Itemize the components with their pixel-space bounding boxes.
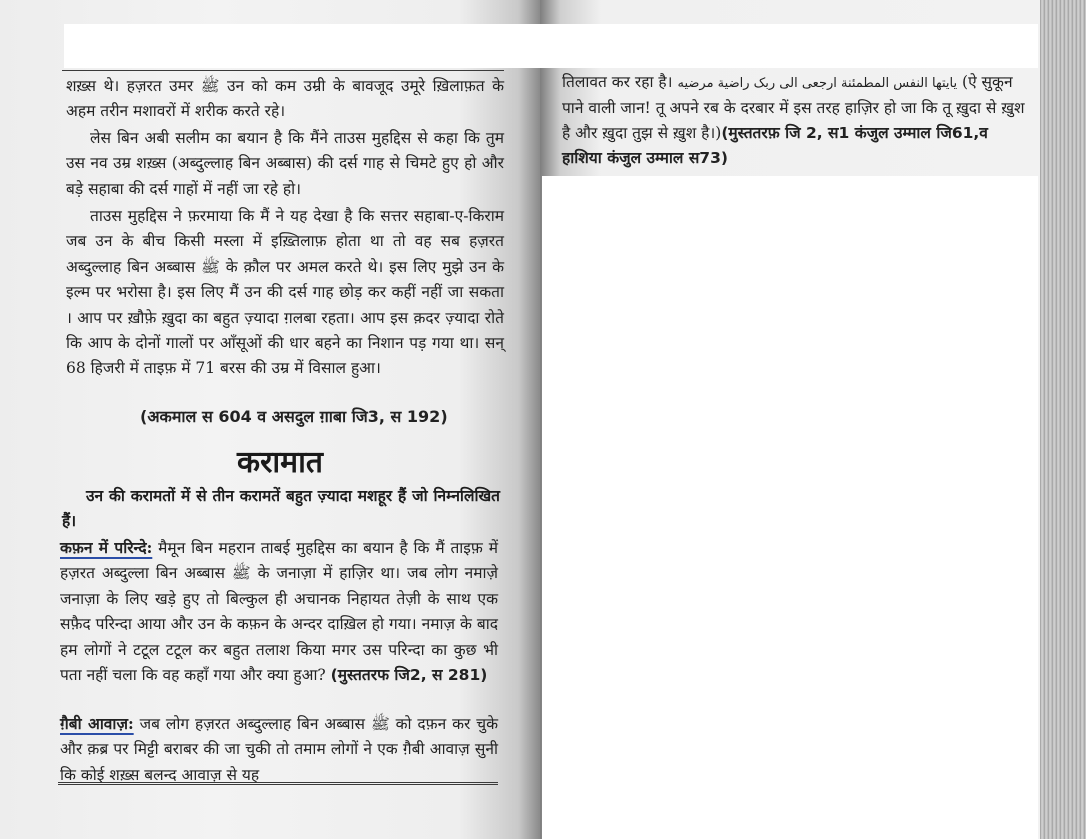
right-line-1: तिलावत कर रहा है।	[562, 73, 673, 91]
miracle-text-2: जब लोग हज़रत अब्दुल्लाह बिन अब्बास ﷺ को दफ़न कर चुके और क़ब्र पर मिट्टी बराबर की जा चुकी तो तमाम लोगों ने एक ग़ैबी आवाज़ सुनी कि कोई शख़्स बलन्द आवाज़ से यह	[60, 715, 498, 784]
bottom-rule	[58, 782, 498, 785]
miracle-paragraph-1	[60, 535, 498, 688]
right-reference: (मुस्ततरफ़ जि 2, स1 कंजुल उम्माल जि61,व हाशिया कंजुल उम्माल स73)	[562, 124, 988, 167]
arabic-quote: يايتها النفس المطمئنة ارجعی الی ربک راضية مرضيه	[677, 76, 958, 91]
reference-citation-2: (मुस्ततरफ जि2, स 281)	[330, 666, 488, 685]
right-body: (ऐ सुकून पाने वाली जान! तू अपने रब के दरबार में इस तरह हाज़िर हो जा कि तू ख़ुदा से ख़ुश है और ख़ुदा तुझ से ख़ुश है।)	[562, 73, 1025, 142]
left-paragraph-1: शख़्स थे। हज़रत उमर ﷺ उन को कम उम्री के बावजूद उमूरे ख़िलाफ़त के अहम तरीन मशावरों में शरीक करते रहे।	[66, 77, 504, 121]
reference-citation-1: (अकमाल स 604 व असदुल ग़ाबा जि3, स 192)	[140, 407, 448, 426]
book-page-edges	[1040, 0, 1086, 839]
section-intro: उन की करामतों में से तीन करामतें बहुत ज़्यादा मशहूर हैं जो निम्नलिखित हैं।	[62, 487, 500, 530]
top-white-band	[64, 24, 1038, 68]
right-page-blank-area	[542, 176, 1038, 839]
section-heading: करामात	[237, 445, 323, 480]
left-paragraph-3: ताउस मुहद्दिस ने फ़रमाया कि मैं ने यह देखा है कि सत्तर सहाबा-ए-किराम जब उन के बीच किसी मस्ला में इख़्तिलाफ़ होता था तो वह सब हज़रत अब्दुल्लाह बिन अब्बास ﷺ के क़ौल पर अमल करते थे। इस लिए मुझे उन के इल्म पर भरोसा है। इस लिए मैं उन की दर्स गाह छोड़ कर कहीं नहीं जा सकता । आप पर ख़ौफ़े ख़ुदा का बहुत ज़्यादा ग़लबा रहता। आप इस क़दर ज़्यादा रोते कि आप के दोनों गालों पर आँसूओं की धार बहने का निशान पड़ गया था। सन् 68 हिजरी में ताइफ़ में 71 बरस की उम्र में विसाल हुआ।	[66, 207, 504, 378]
subheading-bird-in-shroud: कफ़न में परिन्दे:	[60, 538, 153, 557]
miracle-text-1: मैमून बिन महरान ताबई मुहद्दिस का बयान है कि मैं ताइफ़ में हज़रत अब्दुल्ला बिन अब्बास ﷺ के जनाज़ा में हाज़िर था। जब लोग नमाज़े जनाज़ा के लिए खड़े हुए तो बिल्कुल ही अचानक निहायत तेज़ी के साथ एक सफ़ैद परिन्दा आया और उन के कफ़न के अन्दर दाख़िल हो गया। नमाज़ के बाद हम लोगों ने टटूल टटूल कर बहुत तलाश किया मगर उस परिन्दा का कुछ भी पता नहीं चला कि वह कहाँ गया और क्या हुआ?	[60, 539, 499, 685]
subheading-unseen-voice: ग़ैबी आवाज़:	[60, 714, 134, 733]
right-page-text	[562, 70, 1032, 171]
top-rule	[62, 70, 504, 71]
left-paragraph-2: लेस बिन अबी सलीम का बयान है कि मैंने ताउस मुहद्दिस से कहा कि तुम उस नव उम्र शख़्स (अब्दुल्लाह बिन अब्बास) की दर्स गाह से चिमटे हुए हो और बड़े सहाबा की दर्स गाहों में नहीं जा रहे हो।	[66, 129, 504, 198]
miracle-paragraph-2	[60, 711, 498, 788]
